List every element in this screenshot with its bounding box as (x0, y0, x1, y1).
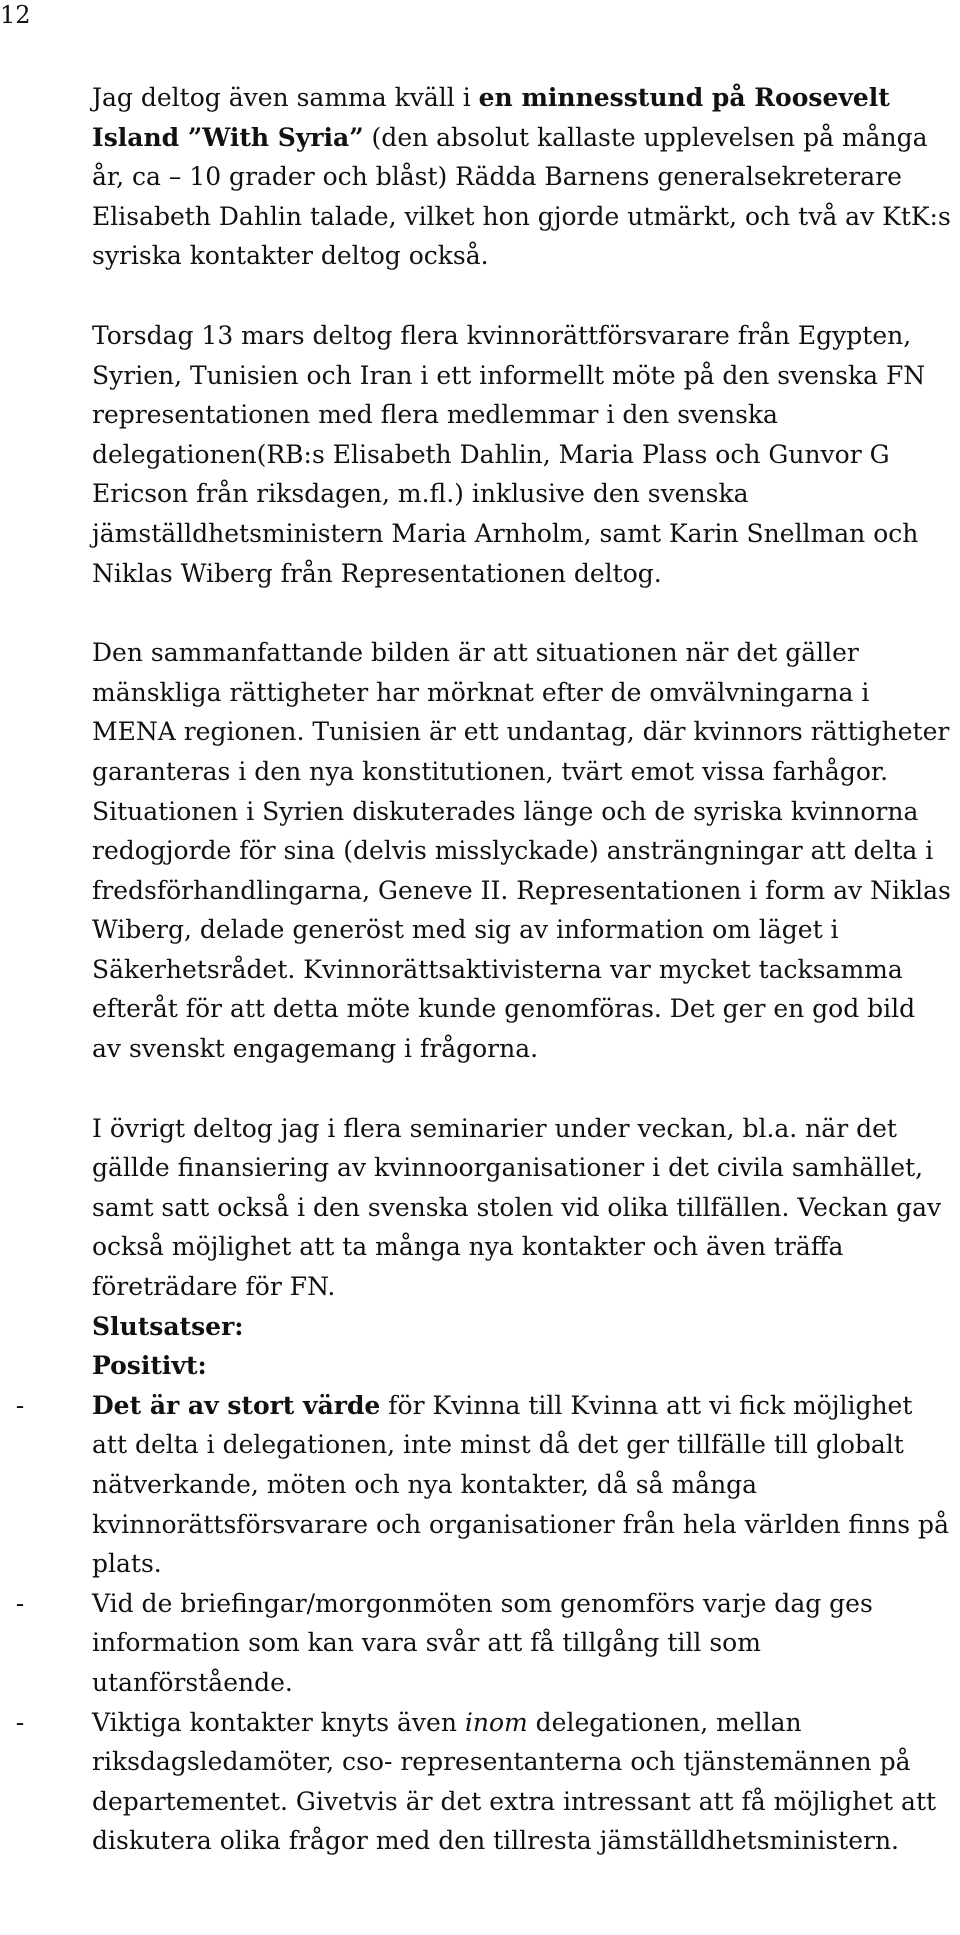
heading-conclusions: Slutsatser: (92, 1311, 244, 1341)
paragraph-memorial (92, 78, 952, 276)
paragraph-text: (den absolut kallaste upplevelsen på många år, ca – 10 grader och blåst) Rädda Barnens generalsekreterare Elisabeth Dahlin talade, vilket hon gjorde utmärkt, och två av KtK:s syriska kontakter deltog också. (92, 122, 951, 271)
paragraph-text: Jag deltog även samma kväll i (92, 83, 479, 112)
paragraph-meeting: Torsdag 13 mars deltog flera kvinnorättförsvarare från Egypten, Syrien, Tunisien och Iran i ett informellt möte på den svenska FN representationen med flera medlemmar i den svenska delegationen(RB:s Elisabeth Dahlin, Maria Plass och Gunvor G Ericson från riksdagen, m.fl.) inklusive den svenska jämställdhetsministern Maria Arnholm, samt Karin Snellman och Niklas Wiberg från Representationen deltog. (92, 320, 926, 588)
list-item-text: för Kvinna till Kvinna att vi fick möjlighet att delta i delegationen, inte minst då det ger tillfälle till globalt nätverkande, möten och nya kontakter, då så många kvinnorättsförsvarare och organisationer från hela världen finns på plats. (92, 1390, 949, 1579)
list-item-italic: inom (464, 1707, 528, 1737)
list-item (15, 1386, 952, 1584)
memorial-event-emphasis: en minnesstund på Roosevelt Island ”With Syria” (92, 83, 890, 152)
list-item-text: delegationen, mellan riksdagsledamöter, cso- representanterna och tjänstemännen på departementet. Givetvis är det extra intressant att få möjlighet att diskutera olika frågor med den tillresta jämställdhetsministern. (92, 1707, 937, 1856)
paragraph-seminars: I övrigt deltog jag i flera seminarier under veckan, bl.a. när det gällde finansiering av kvinnoorganisationer i det civila samhället, samt satt också i den svenska stolen vid olika tillfällen. Veckan gav också möjlighet att ta många nya kontakter och även träffa företrädare för FN. (92, 1113, 942, 1302)
page-number: 12 (0, 1, 31, 29)
positive-list (15, 1386, 952, 1861)
heading-positive: Positivt: (92, 1351, 207, 1381)
list-item-text: Vid de briefingar/morgonmöten som genomförs varje dag ges information som kan vara svår att få tillgång till som utanförstående. (92, 1588, 873, 1697)
list-item (15, 1703, 952, 1861)
dash-marker: - (15, 1588, 25, 1618)
dash-marker: - (15, 1390, 25, 1420)
dash-marker: - (15, 1707, 25, 1737)
paragraph-summary: Den sammanfattande bilden är att situationen när det gäller mänskliga rättigheter har mörknat efter de omvälvningarna i MENA regionen. Tunisien är ett undantag, där kvinnors rättigheter garanteras i den nya konstitutionen, tvärt emot vissa farhågor. Situationen i Syrien diskuterades länge och de syriska kvinnorna redogjorde för sina (delvis misslyckade) ansträngningar att delta i fredsförhandlingarna, Geneve II. Representationen i form av Niklas Wiberg, delade generöst med sig av information om läget i Säkerhetsrådet. Kvinnorättsaktivisterna var mycket tacksamma efteråt för att detta möte kunde genomföras. Det ger en god bild av svenskt engagemang i frågorna. (92, 638, 951, 1064)
list-item (15, 1584, 952, 1703)
list-item-text: Viktiga kontakter knyts även (92, 1707, 465, 1737)
document-body (15, 78, 952, 1861)
list-item-emphasis: Det är av stort värde (92, 1390, 381, 1420)
